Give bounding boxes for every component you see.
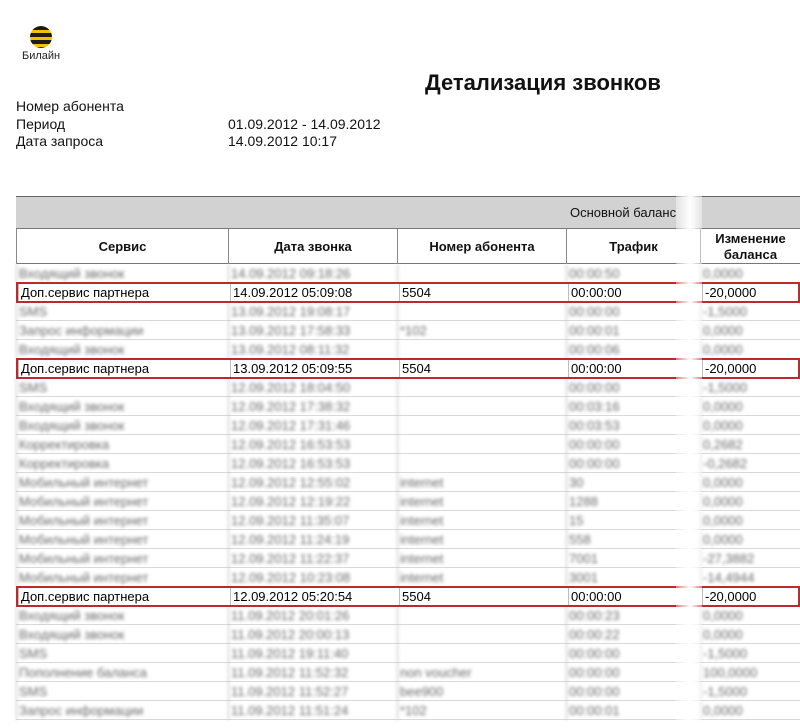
cell-number: bee900: [397, 682, 566, 701]
cell-date: 11.09.2012 11:51:24: [228, 701, 397, 720]
cell-service: Входящий звонок: [16, 416, 228, 435]
cell-date: 11.09.2012 11:52:32: [228, 663, 397, 682]
cell-service: Корректировка: [16, 454, 228, 473]
cell-date: 14.09.2012 05:09:08: [230, 284, 399, 301]
cell-balance-change: 0,0000: [700, 530, 800, 549]
cell-date: 12.09.2012 17:38:32: [228, 397, 397, 416]
cell-traffic: 00:00:22: [566, 625, 700, 644]
beeline-logo-icon: [30, 26, 52, 48]
cell-traffic: 00:00:01: [566, 321, 700, 340]
cell-traffic: 7001: [566, 549, 700, 568]
cell-balance-change: 0,0000: [700, 625, 800, 644]
cell-date: 13.09.2012 19:08:17: [228, 302, 397, 321]
cell-service: Входящий звонок: [16, 340, 228, 359]
cell-date: 12.09.2012 05:20:54: [230, 588, 399, 605]
cell-date: 12.09.2012 16:53:53: [228, 454, 397, 473]
cell-balance-change: -1,5000: [700, 378, 800, 397]
cell-service: Входящий звонок: [16, 264, 228, 283]
column-header-number: Номер абонента: [397, 229, 566, 264]
meta-label: Период: [16, 116, 66, 132]
cell-date: 11.09.2012 11:52:27: [228, 682, 397, 701]
cell-number: [397, 397, 566, 416]
cell-date: 12.09.2012 18:04:50: [228, 378, 397, 397]
cell-traffic: 00:00:00: [566, 682, 700, 701]
cell-service: Пополнение баланса: [16, 663, 228, 682]
column-header-balance-change: Изменение баланса: [700, 229, 800, 264]
cell-balance-change: 0,0000: [700, 397, 800, 416]
cell-balance-change: 0,0000: [700, 606, 800, 625]
cell-balance-change: 0,0000: [700, 492, 800, 511]
cell-service: SMS: [16, 302, 228, 321]
cell-service: Корректировка: [16, 435, 228, 454]
cell-balance-change: -20,0000: [702, 588, 800, 605]
cell-traffic: 00:00:00: [568, 588, 702, 605]
cell-service: Запрос информации: [16, 701, 228, 720]
cell-service: SMS: [16, 378, 228, 397]
cell-balance-change: -1,5000: [700, 644, 800, 663]
cell-number: [397, 644, 566, 663]
meta-request-date: [16, 133, 337, 149]
cell-traffic: 558: [566, 530, 700, 549]
cell-balance-change: 0,0000: [700, 416, 800, 435]
cell-service: Доп.сервис партнера: [18, 588, 230, 605]
cell-balance-change: 0,0000: [700, 701, 800, 720]
cell-balance-change: 0,2682: [700, 435, 800, 454]
cell-date: 12.09.2012 17:31:46: [228, 416, 397, 435]
cell-service: Мобильный интернет: [16, 568, 228, 587]
cell-traffic: 00:00:00: [568, 284, 702, 301]
meta-value: 01.09.2012 - 14.09.2012: [228, 116, 381, 132]
cell-service: Мобильный интернет: [16, 549, 228, 568]
cell-number: internet: [397, 492, 566, 511]
brand-name: Билайн: [22, 50, 61, 62]
cell-traffic: 00:03:53: [566, 416, 700, 435]
cell-number: [397, 435, 566, 454]
cell-number: [397, 264, 566, 283]
page-title: Детализация звонков: [425, 70, 661, 95]
cell-traffic: 3001: [566, 568, 700, 587]
cell-number: [397, 625, 566, 644]
cell-number: 5504: [399, 284, 568, 301]
cell-balance-change: -14,4944: [700, 568, 800, 587]
cell-balance-change: 0,0000: [700, 511, 800, 530]
cell-date: 12.09.2012 11:35:07: [228, 511, 397, 530]
blur-overlay: [676, 180, 702, 728]
cell-service: Мобильный интернет: [16, 492, 228, 511]
cell-service: Доп.сервис партнера: [18, 360, 230, 377]
cell-traffic: 00:00:50: [566, 264, 700, 283]
cell-date: 11.09.2012 20:00:13: [228, 625, 397, 644]
cell-service: Запрос информации: [16, 321, 228, 340]
cell-traffic: 30: [566, 473, 700, 492]
cell-date: 12.09.2012 10:23:08: [228, 568, 397, 587]
cell-traffic: 00:00:06: [566, 340, 700, 359]
cell-balance-change: 0,0000: [700, 264, 800, 283]
cell-balance-change: -27,3882: [700, 549, 800, 568]
cell-balance-change: -1,5000: [700, 302, 800, 321]
cell-traffic: 1288: [566, 492, 700, 511]
column-header-service: Сервис: [16, 229, 228, 264]
cell-service: Входящий звонок: [16, 625, 228, 644]
cell-traffic: 00:00:00: [566, 435, 700, 454]
meta-value: 14.09.2012 10:17: [228, 133, 337, 149]
cell-number: *102: [397, 701, 566, 720]
cell-number: internet: [397, 473, 566, 492]
cell-number: *102: [397, 321, 566, 340]
meta-subscriber: [16, 98, 124, 114]
cell-date: 12.09.2012 12:55:02: [228, 473, 397, 492]
cell-balance-change: 0,0000: [700, 473, 800, 492]
cell-service: SMS: [16, 644, 228, 663]
cell-service: Мобильный интернет: [16, 511, 228, 530]
cell-traffic: 00:00:00: [566, 378, 700, 397]
cell-date: 13.09.2012 08:11:32: [228, 340, 397, 359]
cell-date: 12.09.2012 11:24:19: [228, 530, 397, 549]
cell-date: 11.09.2012 19:11:40: [228, 644, 397, 663]
cell-number: [397, 416, 566, 435]
cell-balance-change: 0,0000: [700, 321, 800, 340]
cell-traffic: 00:00:00: [566, 644, 700, 663]
cell-date: 11.09.2012 20:01:26: [228, 606, 397, 625]
cell-number: 5504: [399, 360, 568, 377]
cell-traffic: 15: [566, 511, 700, 530]
cell-date: 12.09.2012 16:53:53: [228, 435, 397, 454]
cell-number: [397, 378, 566, 397]
cell-date: 12.09.2012 11:22:37: [228, 549, 397, 568]
cell-date: 12.09.2012 12:19:22: [228, 492, 397, 511]
cell-number: internet: [397, 568, 566, 587]
cell-number: internet: [397, 511, 566, 530]
cell-balance-change: 100,0000: [700, 663, 800, 682]
cell-traffic: 00:03:16: [566, 397, 700, 416]
cell-service: SMS: [16, 682, 228, 701]
cell-number: 5504: [399, 588, 568, 605]
cell-number: internet: [397, 549, 566, 568]
meta-label: Дата запроса: [16, 133, 104, 149]
cell-date: 13.09.2012 05:09:55: [230, 360, 399, 377]
cell-balance-change: 0,0000: [700, 340, 800, 359]
cell-balance-change: -0,2682: [700, 454, 800, 473]
cell-service: Входящий звонок: [16, 397, 228, 416]
cell-balance-change: -20,0000: [702, 284, 800, 301]
cell-date: 13.09.2012 17:58:33: [228, 321, 397, 340]
cell-number: non voucher: [397, 663, 566, 682]
cell-service: Входящий звонок: [16, 606, 228, 625]
cell-traffic: 00:00:00: [566, 302, 700, 321]
cell-number: [397, 454, 566, 473]
cell-number: [397, 340, 566, 359]
cell-traffic: 00:00:23: [566, 606, 700, 625]
cell-date: 14.09.2012 09:18:26: [228, 264, 397, 283]
cell-number: internet: [397, 530, 566, 549]
cell-service: Мобильный интернет: [16, 530, 228, 549]
column-header-date: Дата звонка: [228, 229, 397, 264]
column-header-traffic: Трафик: [566, 229, 700, 264]
balance-group-label: Основной баланс: [570, 205, 677, 220]
cell-traffic: 00:00:00: [566, 663, 700, 682]
meta-label: Номер абонента: [16, 98, 124, 114]
meta-period: [16, 116, 381, 132]
cell-traffic: 00:00:00: [568, 360, 702, 377]
cell-service: Мобильный интернет: [16, 473, 228, 492]
beeline-logo: [22, 26, 70, 66]
cell-traffic: 00:00:01: [566, 701, 700, 720]
cell-traffic: 00:00:00: [566, 454, 700, 473]
cell-service: Доп.сервис партнера: [18, 284, 230, 301]
cell-number: [397, 302, 566, 321]
cell-balance-change: -20,0000: [702, 360, 800, 377]
cell-balance-change: -1,5000: [700, 682, 800, 701]
cell-number: [397, 606, 566, 625]
